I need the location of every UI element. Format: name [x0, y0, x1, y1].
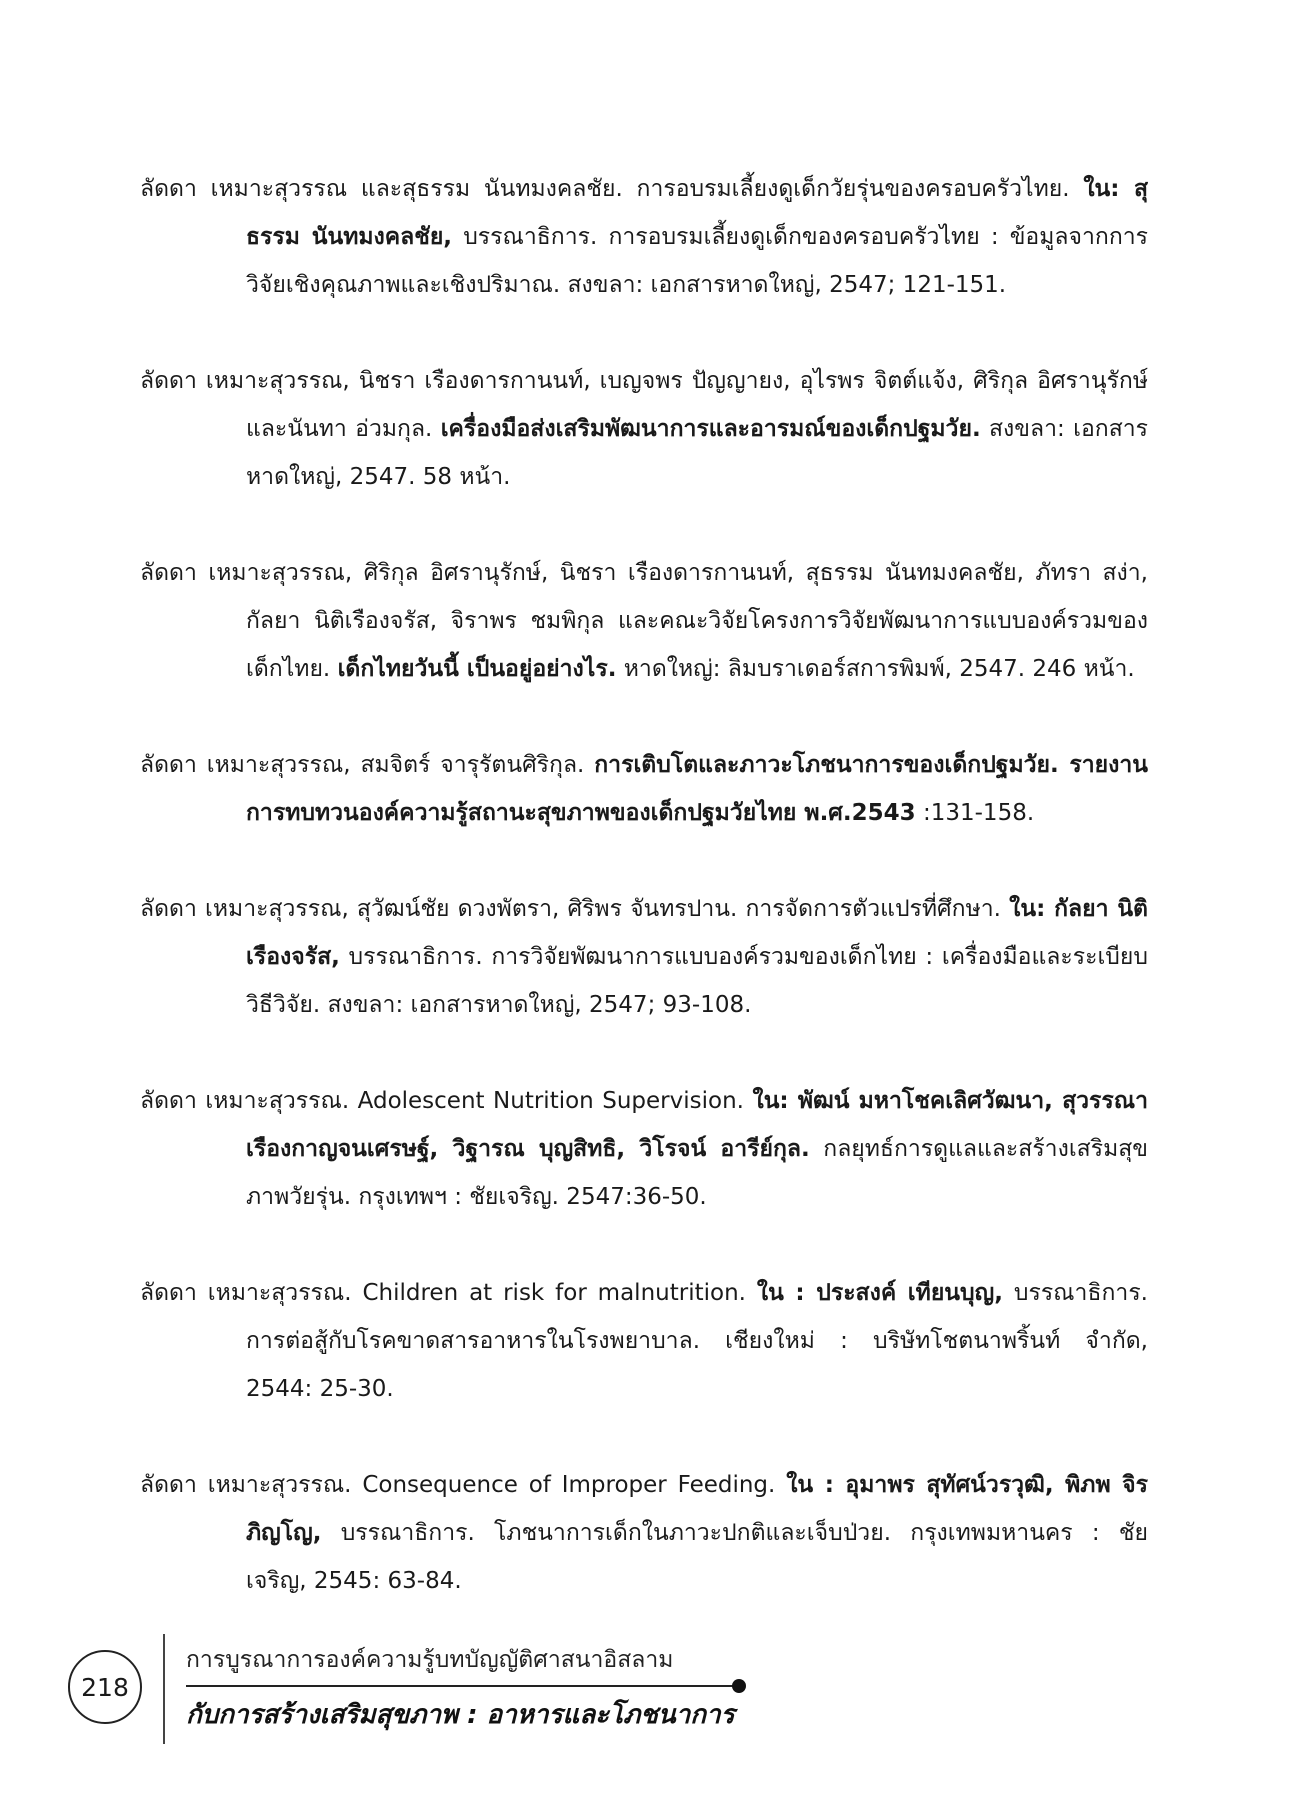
reference-entry	[140, 357, 1148, 501]
footer-divider	[163, 1634, 165, 1744]
footer-rule	[186, 1685, 738, 1687]
ref-bold: เครื่องมือส่งเสริมพัฒนาการและอารมณ์ของเด็กปฐมวัย.	[440, 416, 981, 442]
ref-text: บรรณาธิการ. การต่อสู้กับโรคขาดสารอาหารในโรงพยาบาล. เชียงใหม่ : บริษัทโชตนาพริ้นท์ จำกัด, 2544: 25-30.	[246, 1280, 1148, 1402]
ref-bold: ใน : อุมาพร สุทัศน์วรวุฒิ, พิภพ จิรภิญโญ,	[246, 1472, 1148, 1546]
ref-text: บรรณาธิการ. โภชนาการเด็กในภาวะปกติและเจ็บป่วย. กรุงเทพมหานคร : ชัยเจริญ, 2545: 63-84.	[246, 1520, 1148, 1594]
ref-bold: ใน : ประสงค์ เทียนบุญ,	[756, 1280, 1003, 1306]
ref-text: บรรณาธิการ. การวิจัยพัฒนาการแบบองค์รวมของเด็กไทย : เครื่องมือและระเบียบวิธีวิจัย. สงขลา: เอกสารหาดใหญ่, 2547; 93-108.	[246, 944, 1148, 1018]
reference-list	[140, 142, 1148, 1653]
book-title-line2: กับการสร้างเสริมสุขภาพ : อาหารและโภชนาการ	[186, 1700, 735, 1730]
ref-text: ลัดดา เหมาะสุวรรณ, สุวัฒน์ชัย ดวงพัตรา, ศิริพร จันทรปาน. การจัดการตัวแปรที่ศึกษา.	[140, 896, 1010, 922]
ref-bold: เด็กไทยวันนี้ เป็นอยู่อย่างไร.	[337, 656, 617, 682]
ref-text: ลัดดา เหมาะสุวรรณ, ศิริกุล อิศรานุรักษ์, นิชรา เรืองดารกานนท์, สุธรรม นันทมงคลชัย, ภัทรา สง่า, กัลยา นิติเรืองจรัส, จิราพร ชมพิกุล และคณะวิจัยโครงการวิจัยพัฒนาการแบบองค์รวมของเด็กไทย.	[140, 560, 1148, 682]
reference-entry	[140, 1461, 1148, 1605]
reference-entry	[140, 1269, 1148, 1413]
reference-entry	[140, 165, 1148, 309]
ref-bold: ใน: พัฒน์ มหาโชคเลิศวัฒนา, สุวรรณา เรืองกาญจนเศรษฐ์, วิฐารณ บุญสิทธิ, วิโรจน์ อารีย์กุล.	[246, 1088, 1148, 1162]
bullet-dot-icon	[732, 1679, 746, 1693]
reference-entry	[140, 549, 1148, 693]
ref-text: ลัดดา เหมาะสุวรรณ, นิชรา เรืองดารกานนท์, เบญจพร ปัญญายง, อุไรพร จิตต์แจ้ง, ศิริกุล อิศรานุรักษ์ และนันทา อ่วมกุล.	[140, 368, 1148, 442]
ref-text: ลัดดา เหมาะสุวรรณ. Consequence of Improper Feeding.	[140, 1472, 787, 1498]
reference-entry	[140, 885, 1148, 1029]
ref-bold: ใน: สุธรรม นันทมงคลชัย,	[246, 176, 1148, 250]
ref-text: สงขลา: เอกสารหาดใหญ่, 2547. 58 หน้า.	[246, 416, 1149, 490]
ref-text: บรรณาธิการ. การอบรมเลี้ยงดูเด็กของครอบครัวไทย : ข้อมูลจากการวิจัยเชิงคุณภาพและเชิงปริมาณ. สงขลา: เอกสารหาดใหญ่, 2547; 121-151.	[246, 224, 1149, 298]
ref-text: กลยุทธ์การดูแลและสร้างเสริมสุขภาพวัยรุ่น. กรุงเทพฯ : ชัยเจริญ. 2547:36-50.	[246, 1136, 1148, 1210]
book-title-line1: การบูรณาการองค์ความรู้บทบัญญัติศาสนาอิสลาม	[186, 1647, 674, 1673]
ref-text: ลัดดา เหมาะสุวรรณ, สมจิตร์ จารุรัตนศิริกุล.	[140, 752, 595, 778]
page-footer	[0, 1630, 1306, 1760]
ref-text: หาดใหญ่: ลิมบราเดอร์สการพิมพ์, 2547. 246 หน้า.	[616, 656, 1135, 682]
ref-text: :131-158.	[915, 800, 1035, 826]
reference-entry	[140, 741, 1148, 837]
ref-bold: การเติบโตและภาวะโภชนาการของเด็กปฐมวัย. รายงานการทบทวนองค์ความรู้สถานะสุขภาพของเด็กปฐมวัยไทย พ.ศ.2543	[246, 752, 1148, 826]
ref-text: ลัดดา เหมาะสุวรรณ. Adolescent Nutrition Supervision.	[140, 1088, 753, 1114]
page-number: 218	[68, 1650, 142, 1724]
ref-text: ลัดดา เหมาะสุวรรณ. Children at risk for malnutrition.	[140, 1280, 757, 1306]
reference-entry	[140, 1077, 1148, 1221]
ref-text: ลัดดา เหมาะสุวรรณ และสุธรรม นันทมงคลชัย. การอบรมเลี้ยงดูเด็กวัยรุ่นของครอบครัวไทย.	[140, 176, 1084, 202]
ref-bold: ใน: กัลยา นิติเรืองจรัส,	[246, 896, 1148, 970]
